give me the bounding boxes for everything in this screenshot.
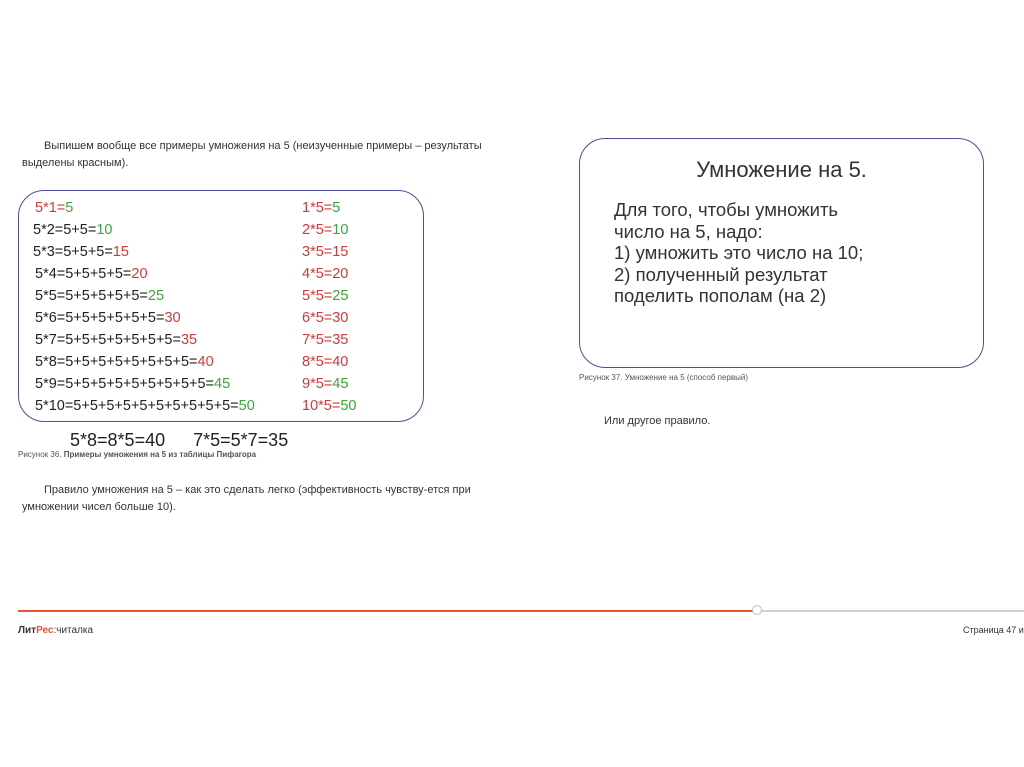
example-part: 5*5= — [302, 288, 333, 304]
example-part: 5*2=5+5= — [33, 222, 97, 238]
example-part: 35 — [180, 332, 198, 348]
example-part: 5*6=5+5+5+5+5+5= — [35, 310, 165, 326]
example-part: 5 — [65, 200, 74, 216]
example-part: 30 — [164, 310, 181, 326]
example-part: 5*5=5+5+5+5+5= — [35, 288, 148, 304]
example-reverse — [302, 309, 348, 327]
example-part: 15 — [112, 244, 129, 260]
example-part: 45 — [214, 376, 231, 392]
examples-box — [18, 190, 424, 422]
page-number: Страница 47 и — [963, 625, 1024, 635]
rule-box — [579, 138, 984, 368]
rule-line: число на 5, надо: — [614, 220, 763, 242]
example-reverse — [302, 287, 348, 305]
example-reverse — [302, 397, 356, 415]
example-part: 5*8=5+5+5+5+5+5+5+5= — [35, 354, 198, 370]
rule-intro-paragraph: Правило умножения на 5 – как это сделать легко (эффективность чувству-ется при умножении чисел больше 10). — [22, 484, 471, 513]
example-part: 45 — [332, 376, 349, 392]
example-expansion — [35, 397, 255, 415]
example-expansion — [35, 331, 197, 349]
example-expansion — [35, 375, 230, 393]
example-part: 10*5= — [302, 398, 341, 414]
example-part: 6*5=30 — [302, 310, 349, 326]
rule-box-body — [614, 199, 863, 307]
reading-progress-fill — [18, 610, 757, 612]
other-rule-text: Или другое правило. — [604, 415, 711, 427]
example-part: 2*5= — [302, 222, 333, 238]
figure-caption-37: Рисунок 37. Умножение на 5 (способ первый) — [579, 373, 749, 382]
example-part: 50 — [340, 398, 357, 414]
reading-progress-bar[interactable] — [18, 610, 1024, 612]
example-expansion — [35, 265, 148, 283]
litres-logo[interactable]: ЛитРес:читалка — [18, 625, 94, 636]
example-part: 10 — [96, 222, 113, 238]
example-reverse — [302, 375, 348, 393]
example-part: 5*10=5+5+5+5+5+5+5+5+5+5= — [35, 398, 239, 414]
example-part: 5*4=5+5+5+5= — [35, 266, 132, 282]
example-part: 9*5= — [302, 376, 333, 392]
example-part: 50 — [238, 398, 255, 414]
example-expansion — [33, 243, 129, 261]
example-part: 5*3=5+5+5= — [33, 244, 113, 260]
commutative-examples — [70, 430, 288, 451]
example-expansion — [33, 221, 112, 239]
example-reverse — [302, 331, 348, 349]
reading-progress-handle[interactable] — [752, 605, 762, 615]
intro-paragraph: Выпишем вообще все примеры умножения на 5 (неизученные примеры – результаты выделены красным). — [22, 140, 482, 169]
rule-box-title: Умножение на 5. — [696, 157, 867, 182]
example-part: 4*5=20 — [302, 266, 349, 282]
commutative-example-2: 7*5=5*7=35 — [193, 430, 289, 450]
rule-line: 2) полученный результат — [614, 263, 828, 285]
example-part: 8*5=40 — [302, 354, 349, 370]
example-part: 5 — [332, 200, 341, 216]
example-part: 25 — [147, 288, 165, 304]
rule-line: Для того, чтобы умножить — [614, 199, 839, 220]
example-expansion — [35, 353, 214, 371]
example-part: 20 — [131, 266, 148, 282]
example-part: 5*9=5+5+5+5+5+5+5+5+5= — [35, 376, 215, 392]
example-part: 5*1= — [35, 200, 66, 216]
example-part: 7*5=35 — [302, 332, 349, 348]
example-reverse — [302, 265, 348, 283]
example-reverse — [302, 221, 348, 239]
example-expansion — [35, 287, 164, 305]
example-reverse — [302, 199, 340, 217]
rule-line: поделить пополам (на 2) — [614, 285, 827, 306]
example-part: 1*5= — [302, 200, 333, 216]
example-expansion — [35, 309, 181, 327]
figure-caption-36: Рисунок 36. Примеры умножения на 5 из таблицы Пифагора — [18, 450, 257, 459]
example-part: 25 — [332, 288, 349, 304]
example-part: 3*5=15 — [302, 244, 349, 260]
example-part: 5*7=5+5+5+5+5+5+5= — [35, 332, 181, 348]
rule-line: 1) умножить это число на 10; — [614, 242, 864, 263]
example-part: 40 — [197, 354, 214, 370]
example-expansion — [35, 199, 73, 217]
example-part: 10 — [332, 222, 349, 238]
commutative-example-1: 5*8=8*5=40 — [70, 430, 166, 450]
example-reverse — [302, 353, 348, 371]
example-reverse — [302, 243, 348, 261]
